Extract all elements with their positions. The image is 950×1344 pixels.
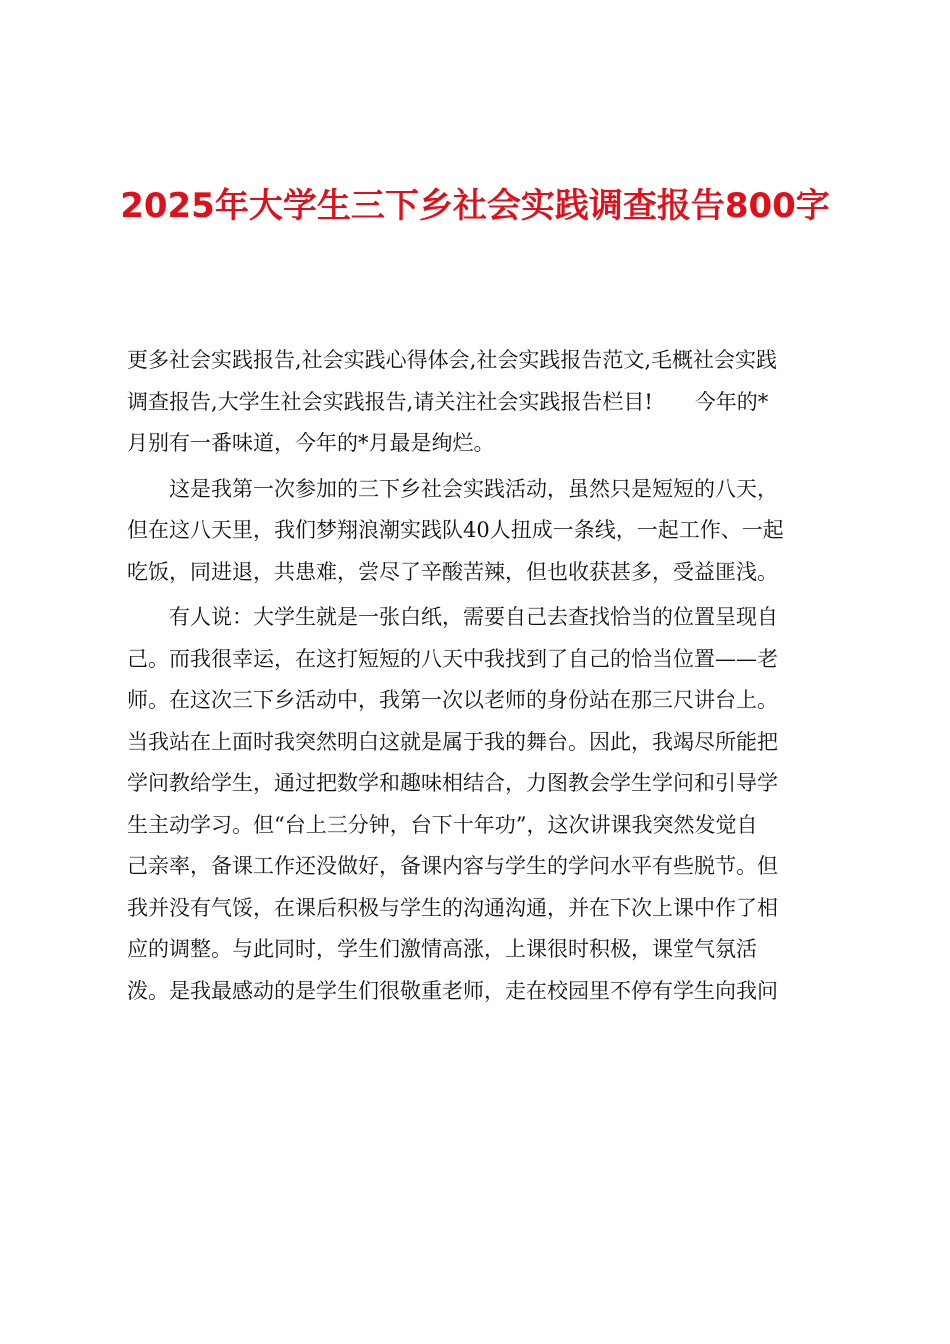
- text-line: 月别有一番味道，今年的*月最是绚烂。: [127, 431, 495, 455]
- text-line: 调查报告,大学生社会实践报告,请关注社会实践报告栏目! 今年的*: [127, 389, 769, 414]
- text-line: 这是我第一次参加的三下乡社会实践活动，虽然只是短短的八天，: [127, 476, 778, 501]
- text-line: 吃饭，同进退，共患难，尝尽了辛酸苦辣，但也收获甚多，受益匪浅。: [127, 559, 778, 584]
- paragraph-teacher-role: [127, 597, 833, 1012]
- text-line: 我并没有气馁，在课后积极与学生的沟通沟通，并在下次上课中作了相: [127, 895, 778, 920]
- text-line: 当我站在上面时我突然明白这就是属于我的舞台。因此，我竭尽所能把: [127, 729, 778, 754]
- paragraph-intro: [127, 340, 833, 465]
- text-line: 有人说：大学生就是一张白纸，需要自己去查找恰当的位置呈现自: [127, 605, 778, 629]
- document-body: [127, 340, 833, 1016]
- text-line: 学问教给学生，通过把数学和趣味相结合，力图教会学生学问和引导学: [127, 771, 778, 795]
- text-line: 生主动学习。但“台上三分钟，台下十年功”，这次讲课我突然发觉自: [127, 812, 758, 837]
- text-line: 己亲率，备课工作还没做好，备课内容与学生的学问水平有些脱节。但: [127, 854, 778, 878]
- text-line: 泼。是我最感动的是学生们很敬重老师，走在校园里不停有学生向我问: [127, 978, 778, 1003]
- text-line: 己。而我很幸运，在这打短短的八天中我找到了自己的恰当位置——老: [127, 646, 778, 671]
- text-line: 师。在这次三下乡活动中，我第一次以老师的身份站在那三尺讲台上。: [127, 688, 778, 712]
- text-line: 但在这八天里，我们梦翔浪潮实践队40人扭成一条线，一起工作、一起: [127, 518, 784, 542]
- paragraph-first-experience: [127, 469, 833, 594]
- document-title: 2025年大学生三下乡社会实践调查报告800字: [120, 186, 830, 226]
- text-line: 应的调整。与此同时，学生们激情高涨，上课很时积极，课堂气氛活: [127, 937, 757, 961]
- text-line: 更多社会实践报告,社会实践心得体会,社会实践报告范文,毛概社会实践: [127, 348, 778, 372]
